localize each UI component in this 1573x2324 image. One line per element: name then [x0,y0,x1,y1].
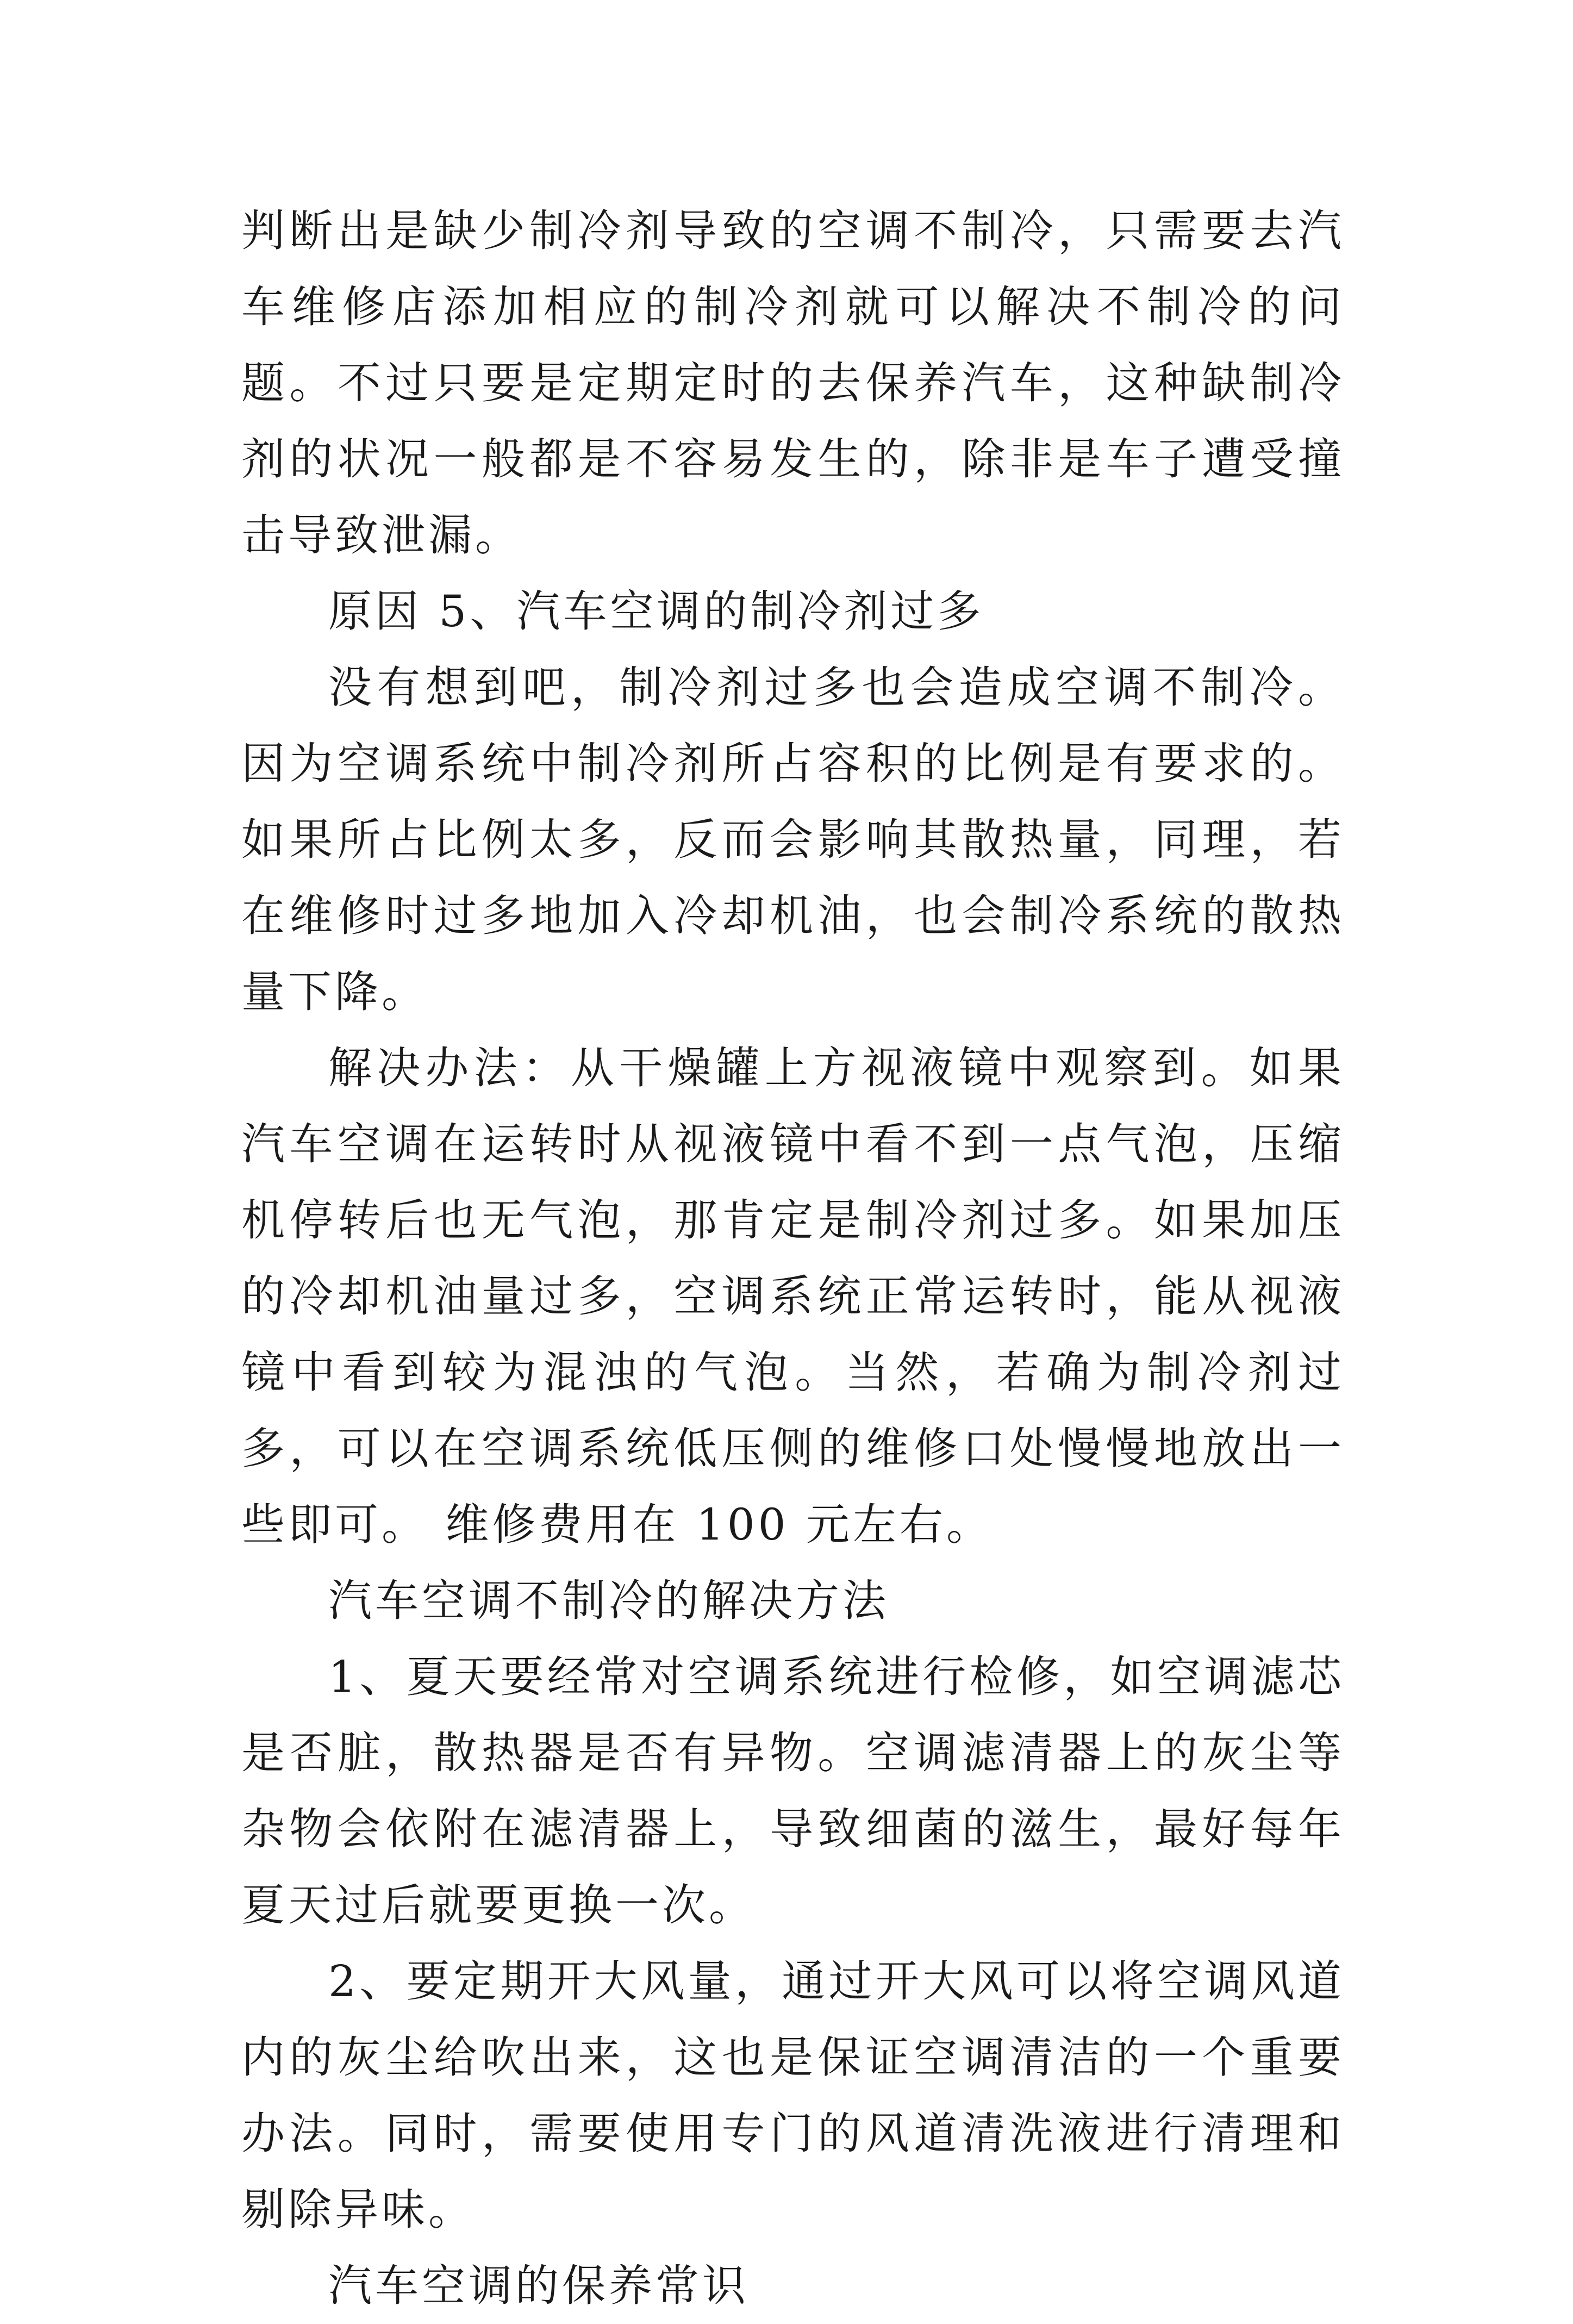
paragraph-4: 解决办法：从干燥罐上方视液镜中观察到。如果汽车空调在运转时从视液镜中看不到一点气泡，压缩机停转后也无气泡，那肯定是制冷剂过多。如果加压的冷却机油量过多，空调系统正常运转时，能从视液镜中看到较为混浊的气泡。当然，若确为制冷剂过多，可以在空调系统低压侧的维修口处慢慢地放出一些即可。 维修费用在 100 元左右。 [241,1043,1345,1550]
paragraph-3: 没有想到吧，制冷剂过多也会造成空调不制冷。因为空调系统中制冷剂所占容积的比例是有要求的。如果所占比例太多，反而会影响其散热量，同理，若在维修时过多地加入冷却机油，也会制冷系统的散热量下降。 [241,662,1345,1017]
paragraph-5-heading: 汽车空调不制冷的解决方法 [328,1575,889,1626]
paragraph-6: 1、夏天要经常对空调系统进行检修，如空调滤芯是否脏，散热器是否有异物。空调滤清器上的灰尘等杂物会依附在滤清器上，导致细菌的滋生，最好每年夏天过后就要更换一次。 [241,1652,1345,1930]
paragraph-1: 判断出是缺少制冷剂导致的空调不制冷，只需要去汽车维修店添加相应的制冷剂就可以解决不制冷的问题。不过只要是定期定时的去保养汽车，这种缺制冷剂的状况一般都是不容易发生的，除非是车子遭受撞击导致泄漏。 [241,205,1345,560]
paragraph-8-heading: 汽车空调的保养常识 [328,2260,749,2311]
paragraph-7: 2、要定期开大风量，通过开大风可以将空调风道内的灰尘给吹出来，这也是保证空调清洁的一个重要办法。同时，需要使用专门的风道清洗液进行清理和剔除异味。 [241,1956,1345,2235]
paragraph-2-heading: 原因 5、汽车空调的制冷剂过多 [328,586,984,637]
document-body [241,193,1345,2324]
